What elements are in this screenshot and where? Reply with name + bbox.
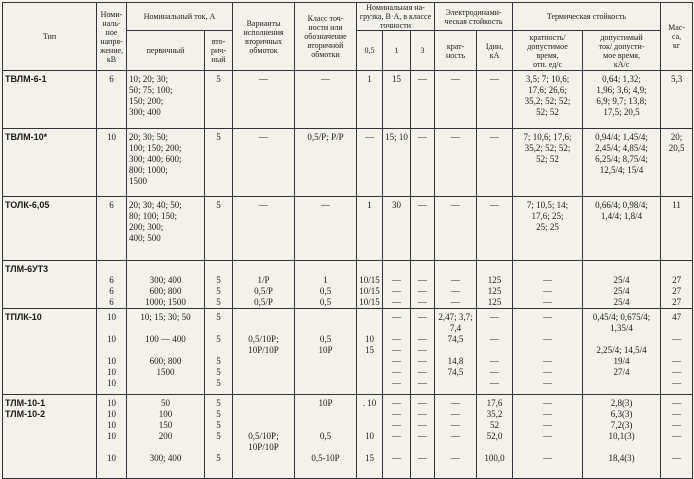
cell-voltage: 10 10 10 10 10 <box>97 309 127 395</box>
cell-accuracy: 1 0,5 0,5 <box>295 261 357 309</box>
cell-thermal-mult: 7; 10,6; 17,6; 35,2; 52; 52; 52; 52 <box>513 129 583 197</box>
cell-idyn: — <box>477 197 513 261</box>
cell-idyn: 125 125 125 <box>477 261 513 309</box>
cell-variants: — <box>233 129 295 197</box>
cell-secondary: 5 <box>205 71 233 129</box>
cell-mass: — — — — — <box>661 395 693 479</box>
cell-thermal-current: 0,66/4; 0,98/4; 1,4/4; 1,8/4 <box>583 197 661 261</box>
cell-thermal-current: 0,45/4; 0,675/4; 1,35/4 2,25/4; 14,5/4 19/4 27/4 <box>583 309 661 395</box>
cell-voltage: 6 <box>97 71 127 129</box>
cell-thermal-current: 0,94/4; 1,45/4; 2,45/4; 4,85/4; 6,25/4; 8,75/4; 12,5/4; 15/4 <box>583 129 661 197</box>
cell-multiplicity: — <box>435 129 477 197</box>
table-row <box>3 129 693 197</box>
cell-primary: 20; 30; 40; 50; 80; 100; 150; 200; 300; 400; 500 <box>127 197 205 261</box>
cell-load-3: — — — <box>411 261 435 309</box>
header-thermal-current: допустимый ток/ допусти- мое время, кА/с <box>583 31 661 71</box>
cell-load-3: — <box>411 129 435 197</box>
cell-primary: 10; 15; 30; 50 100 — 400 600; 800 1500 <box>127 309 205 395</box>
header-electro: Электродинами- ческая стойкость <box>435 3 513 31</box>
cell-secondary: 5 <box>205 197 233 261</box>
header-thermal: Термическая стойкость <box>513 3 661 31</box>
cell-voltage: 10 <box>97 129 127 197</box>
cell-multiplicity: — — — — — <box>435 395 477 479</box>
cell-mass: 27 27 27 <box>661 261 693 309</box>
cell-primary: 10; 20; 30; 50; 75; 100; 150; 200; 300; 400 <box>127 71 205 129</box>
cell-load-1: 30 <box>383 197 411 261</box>
cell-load-3: — <box>411 71 435 129</box>
cell-primary: 300; 400 600; 800 1000; 1500 <box>127 261 205 309</box>
cell-load-1: — — — — — — <box>383 309 411 395</box>
cell-idyn: 17,6 35,2 52 52,0 100,0 <box>477 395 513 479</box>
cell-secondary: 5 5 5 5 5 <box>205 395 233 479</box>
cell-type: ТВЛМ-6-1 <box>3 71 97 129</box>
cell-idyn: — <box>477 71 513 129</box>
header-type: Тип <box>3 3 97 71</box>
cell-load-3: — — — — — — <box>411 309 435 395</box>
header-accuracy: Класс точ- ности или обозначение вторичной обмотки <box>295 3 357 71</box>
cell-multiplicity: 2,47; 3,7; 7,4 74,5 14,8 74,5 <box>435 309 477 395</box>
header-secondary: вто- рич- ный <box>205 31 233 71</box>
cell-thermal-mult: — — — — — <box>513 395 583 479</box>
cell-load-1: — — — <box>383 261 411 309</box>
header-load: Номинальная на- грузка, В·А, в классе точности <box>357 3 435 31</box>
cell-mass: 47 — — — — <box>661 309 693 395</box>
cell-type: ТЛМ-6УТ3 <box>3 261 97 309</box>
cell-thermal-mult: 7; 10,5; 14; 17,6; 25; 25; 25 <box>513 197 583 261</box>
cell-type: ТПЛК-10 <box>3 309 97 395</box>
cell-accuracy: 0,5 10Р <box>295 309 357 395</box>
cell-variants: — <box>233 197 295 261</box>
cell-idyn: — <box>477 129 513 197</box>
header-load-05: 0,5 <box>357 31 383 71</box>
cell-idyn: — — — — — <box>477 309 513 395</box>
header-current: Номинальный ток, А <box>127 3 233 31</box>
cell-thermal-current: 0,64; 1,32; 1,96; 3,6; 4,9; 6,9; 9,7; 13,8; 17,5; 20,5 <box>583 71 661 129</box>
cell-thermal-current: 25/4 25/4 25/4 <box>583 261 661 309</box>
cell-multiplicity: — <box>435 197 477 261</box>
cell-load-05: 10/15 10/15 10/15 <box>357 261 383 309</box>
cell-secondary: 5 5 5 <box>205 261 233 309</box>
cell-load-05: — <box>357 129 383 197</box>
cell-secondary: 5 5 5 5 5 <box>205 309 233 395</box>
cell-multiplicity: — <box>435 71 477 129</box>
header-multiplicity: крат- ность <box>435 31 477 71</box>
cell-load-1: 15; 10 <box>383 129 411 197</box>
cell-type: ТЛМ-10-1 ТЛМ-10-2 <box>3 395 97 479</box>
header-load-3: 3 <box>411 31 435 71</box>
cell-thermal-mult: — — — — — <box>513 309 583 395</box>
cell-primary: 50 100 150 200 300; 400 <box>127 395 205 479</box>
table-row <box>3 197 693 261</box>
table-row <box>3 261 693 309</box>
table-row <box>3 395 693 479</box>
cell-thermal-mult: 3,5; 7; 10,6; 17,6; 26,6; 35,2; 52; 52; 52; 52 <box>513 71 583 129</box>
header-voltage: Номи- наль- ное напря- жение, кВ <box>97 3 127 71</box>
cell-multiplicity: — — — <box>435 261 477 309</box>
table-row <box>3 309 693 395</box>
cell-primary: 20; 30; 50; 100; 150; 200; 300; 400; 600; 800; 1000; 1500 <box>127 129 205 197</box>
cell-variants: — <box>233 71 295 129</box>
cell-accuracy: 0,5/Р; Р/Р <box>295 129 357 197</box>
cell-thermal-mult: — — — <box>513 261 583 309</box>
cell-mass: 20; 20,5 <box>661 129 693 197</box>
cell-secondary: 5 <box>205 129 233 197</box>
header-idyn: Iдин, кА <box>477 31 513 71</box>
cell-load-05: . 10 10 15 <box>357 395 383 479</box>
cell-load-1: 15 <box>383 71 411 129</box>
cell-load-3: — — — — — <box>411 395 435 479</box>
cell-thermal-current: 2,8(3) 6,3(3) 7,2(3) 10,1(3) 18,4(3) <box>583 395 661 479</box>
cell-accuracy: — <box>295 197 357 261</box>
transformer-spec-table <box>2 2 693 479</box>
header-mass: Мас- са, кг <box>661 3 693 71</box>
cell-variants: 1/Р 0,5/Р 0,5/Р <box>233 261 295 309</box>
cell-variants: 0,5/10Р; 10Р/10Р <box>233 309 295 395</box>
cell-mass: 5,3 <box>661 71 693 129</box>
cell-load-3: — <box>411 197 435 261</box>
header-load-1: 1 <box>383 31 411 71</box>
cell-load-1: — — — — — <box>383 395 411 479</box>
cell-type: ТВЛМ-10* <box>3 129 97 197</box>
cell-accuracy: — <box>295 71 357 129</box>
header-thermal-mult: кратность/ допустимое время, отн. ед/с <box>513 31 583 71</box>
cell-load-05: 1 <box>357 71 383 129</box>
header-variants: Варианты исполнения вторичных обмоток <box>233 3 295 71</box>
cell-load-05: 10 15 <box>357 309 383 395</box>
cell-type: ТОЛК-6,05 <box>3 197 97 261</box>
cell-variants: 0,5/10Р; 10Р/10Р <box>233 395 295 479</box>
cell-voltage: 6 6 6 <box>97 261 127 309</box>
cell-mass: 11 <box>661 197 693 261</box>
cell-voltage: 10 10 10 10 10 <box>97 395 127 479</box>
cell-accuracy: 10Р 0,5 0,5-10Р <box>295 395 357 479</box>
header-primary: первичный <box>127 31 205 71</box>
cell-voltage: 6 <box>97 197 127 261</box>
table-row <box>3 71 693 129</box>
cell-load-05: 1 <box>357 197 383 261</box>
